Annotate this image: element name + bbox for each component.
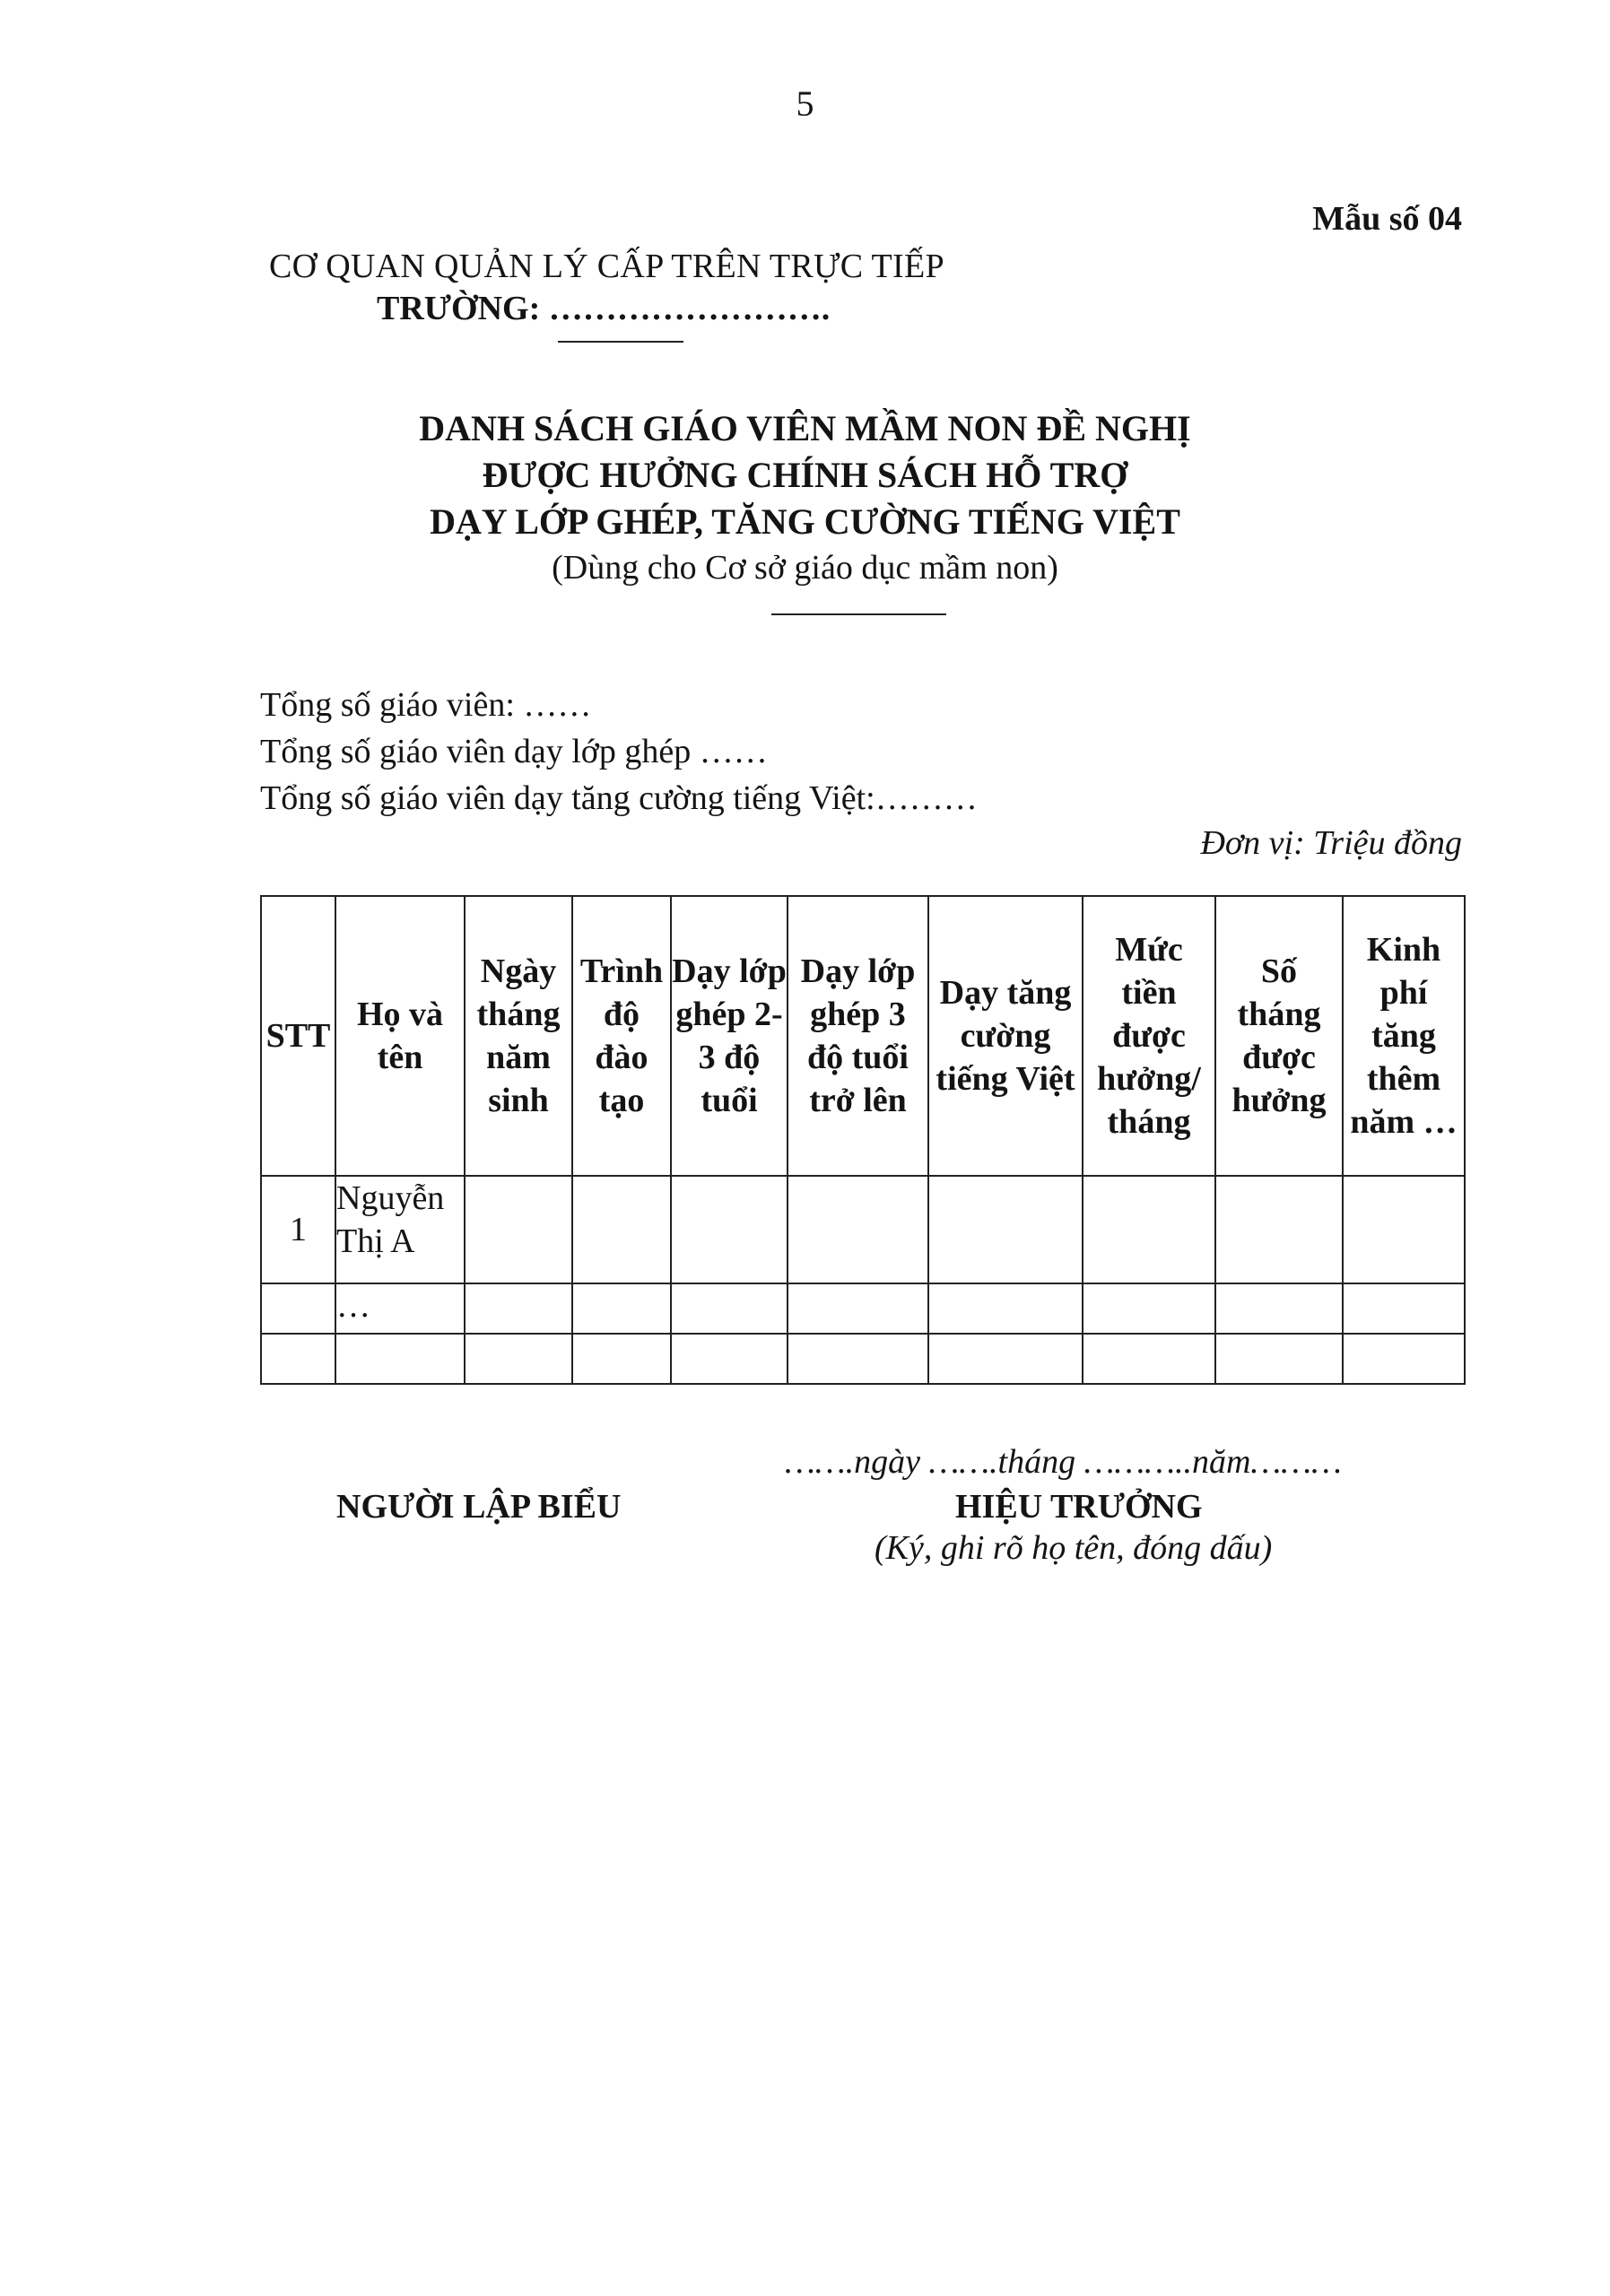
col-header-vietnamese: Dạy tăng cường tiếng Việt	[928, 896, 1083, 1176]
cell-empty	[928, 1176, 1083, 1283]
total-vietnamese-teachers: Tổng số giáo viên dạy tăng cường tiếng Việt:………	[260, 779, 978, 817]
cell-empty	[1343, 1334, 1465, 1384]
cell-empty	[572, 1176, 671, 1283]
header-divider	[558, 341, 683, 343]
total-teachers: Tổng số giáo viên: ……	[260, 686, 592, 724]
title-line-3: DẠY LỚP GHÉP, TĂNG CƯỜNG TIẾNG VIỆT	[430, 501, 1180, 542]
title-divider	[771, 613, 946, 615]
cell-empty	[788, 1334, 928, 1384]
table-row	[261, 1176, 1465, 1283]
document-title	[0, 405, 1610, 590]
totals-block	[260, 682, 978, 822]
currency-unit: Đơn vị: Triệu đồng	[1200, 824, 1462, 862]
cell-empty	[1083, 1283, 1215, 1334]
cell-empty	[465, 1334, 572, 1384]
cell-empty	[1215, 1176, 1343, 1283]
form-code: Mẫu số 04	[1312, 200, 1462, 238]
principal-signature-note: (Ký, ghi rõ họ tên, đóng dấu)	[875, 1529, 1273, 1567]
cell-empty	[671, 1334, 788, 1384]
cell-empty	[572, 1283, 671, 1334]
cell-empty	[1215, 1334, 1343, 1384]
cell-stt	[261, 1334, 335, 1384]
cell-empty	[1215, 1283, 1343, 1334]
cell-empty	[1343, 1176, 1465, 1283]
table-header-row	[261, 896, 1465, 1176]
cell-empty	[928, 1283, 1083, 1334]
total-combined-class-teachers: Tổng số giáo viên dạy lớp ghép ……	[260, 733, 768, 770]
cell-stt: 1	[261, 1176, 335, 1283]
col-header-birthdate: Ngày tháng năm sinh	[465, 896, 572, 1176]
signature-date-line: …….ngày …….tháng ………..năm………	[785, 1443, 1342, 1481]
cell-empty	[1343, 1283, 1465, 1334]
agency-name: CƠ QUAN QUẢN LÝ CẤP TRÊN TRỰC TIẾP	[269, 248, 944, 285]
cell-empty	[671, 1283, 788, 1334]
cell-stt	[261, 1283, 335, 1334]
title-line-1: DANH SÁCH GIÁO VIÊN MẦM NON ĐỀ NGHỊ	[419, 408, 1191, 448]
col-header-extra-funding: Kinh phí tăng thêm năm …	[1343, 896, 1465, 1176]
col-header-stt: STT	[261, 896, 335, 1176]
title-subtitle: (Dùng cho Cơ sở giáo dục mầm non)	[552, 549, 1058, 587]
cell-empty	[1083, 1334, 1215, 1384]
page-number: 5	[796, 83, 814, 124]
table-row	[261, 1283, 1465, 1334]
school-name: TRƯỜNG: …………………….	[377, 290, 831, 327]
col-header-name: Họ và tên	[335, 896, 465, 1176]
col-header-combined-3-plus: Dạy lớp ghép 3 độ tuổi trở lên	[788, 896, 928, 1176]
teacher-table	[260, 895, 1466, 1385]
cell-name: …	[335, 1283, 465, 1334]
cell-name	[335, 1334, 465, 1384]
col-header-monthly-amount: Mức tiền được hưởng/ tháng	[1083, 896, 1215, 1176]
cell-empty	[465, 1176, 572, 1283]
cell-empty	[788, 1176, 928, 1283]
col-header-combined-2-3: Dạy lớp ghép 2-3 độ tuổi	[671, 896, 788, 1176]
cell-name: Nguyễn Thị A	[335, 1176, 465, 1283]
table-row	[261, 1334, 1465, 1384]
title-line-2: ĐƯỢC HƯỞNG CHÍNH SÁCH HỖ TRỢ	[482, 455, 1128, 495]
cell-empty	[465, 1283, 572, 1334]
cell-empty	[928, 1334, 1083, 1384]
col-header-qualification: Trình độ đào tạo	[572, 896, 671, 1176]
preparer-label: NGƯỜI LẬP BIỂU	[336, 1488, 622, 1526]
cell-empty	[671, 1176, 788, 1283]
principal-label: HIỆU TRƯỞNG	[955, 1488, 1203, 1526]
cell-empty	[572, 1334, 671, 1384]
cell-empty	[1083, 1176, 1215, 1283]
cell-empty	[788, 1283, 928, 1334]
col-header-months: Số tháng được hưởng	[1215, 896, 1343, 1176]
